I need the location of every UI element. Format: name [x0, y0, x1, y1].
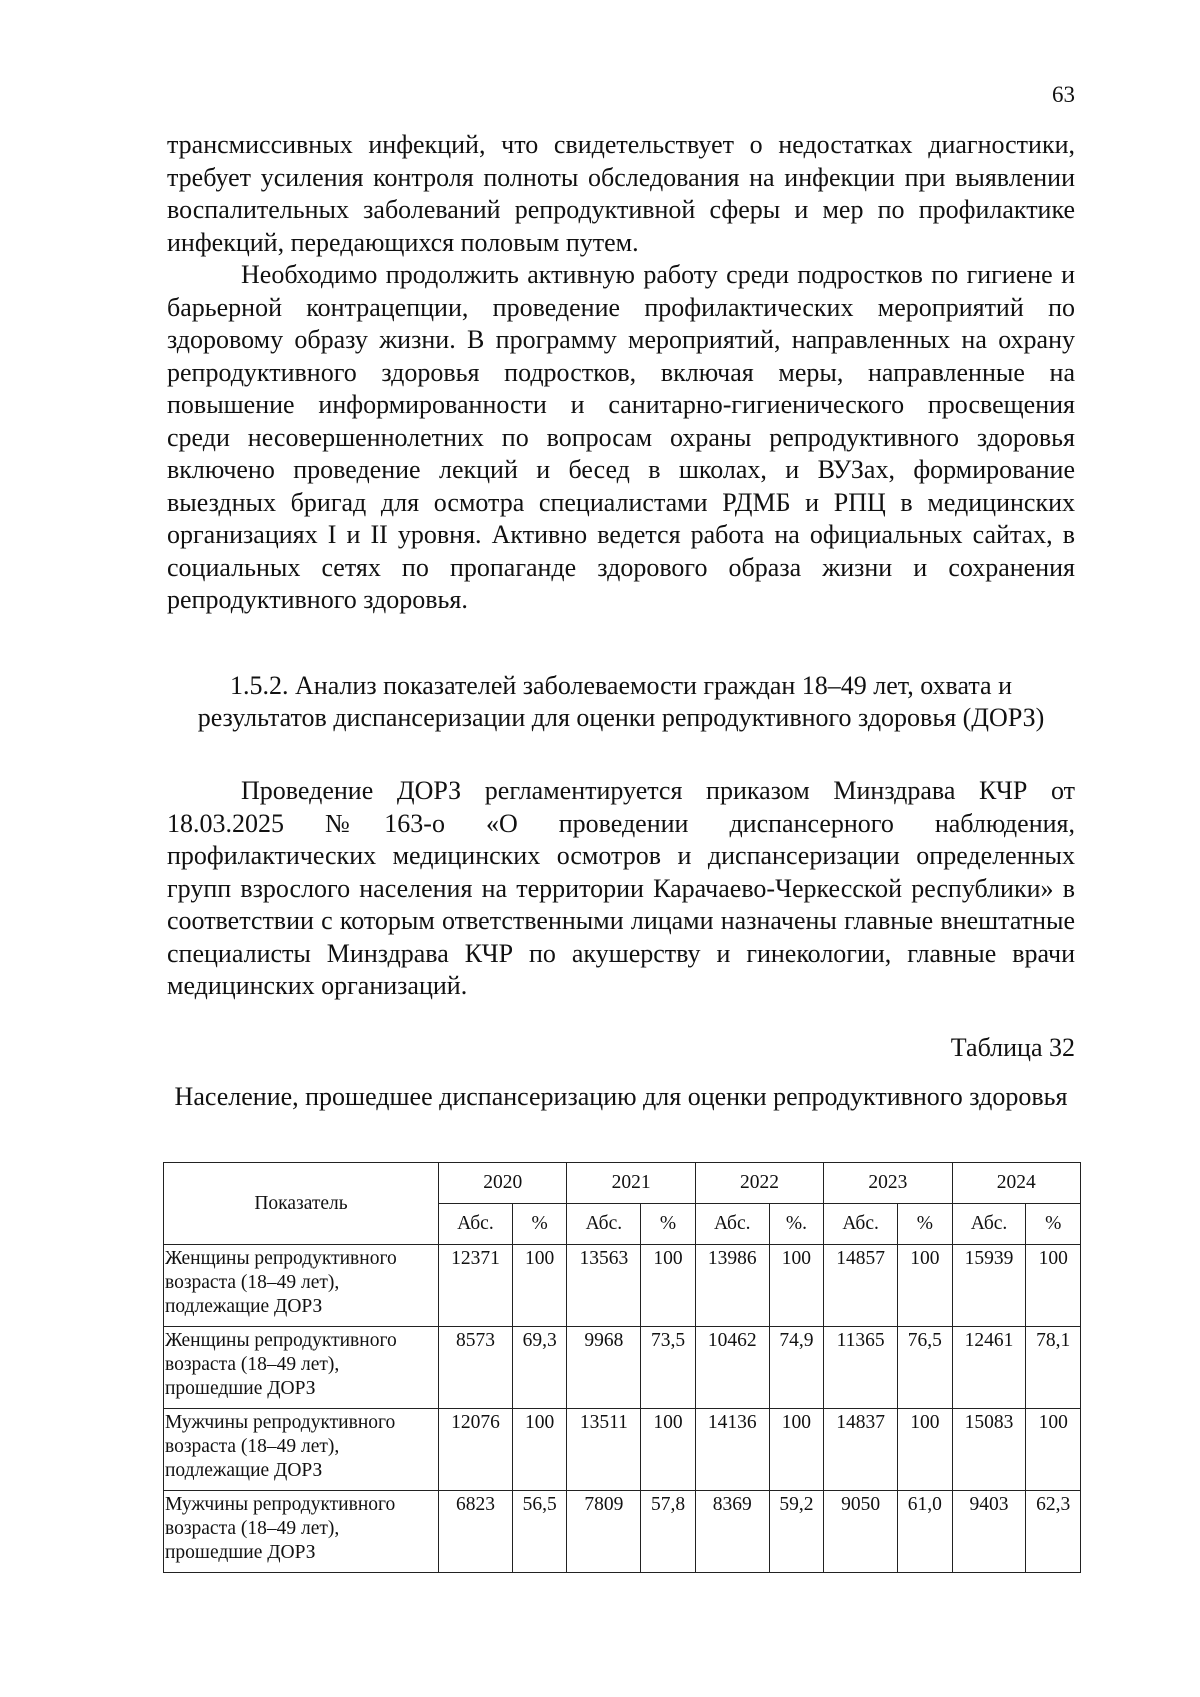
abs-subheader: Абс. — [952, 1204, 1026, 1245]
percent-value-cell: 59,2 — [769, 1491, 824, 1573]
table-body — [164, 1245, 1081, 1573]
percent-subheader: % — [898, 1204, 953, 1245]
abs-value-cell: 9050 — [824, 1491, 898, 1573]
year-header-row — [164, 1163, 1081, 1204]
percent-value-cell: 100 — [512, 1245, 567, 1327]
row-label: Женщины репродуктивного возраста (18–49 лет), подлежащие ДОРЗ — [164, 1245, 439, 1327]
abs-value-cell: 14136 — [695, 1409, 769, 1491]
row-label: Мужчины репродуктивного возраста (18–49 лет), подлежащие ДОРЗ — [164, 1409, 439, 1491]
year-header: 2020 — [439, 1163, 567, 1204]
abs-value-cell: 15939 — [952, 1245, 1026, 1327]
abs-value-cell: 13563 — [567, 1245, 641, 1327]
abs-value-cell: 12461 — [952, 1327, 1026, 1409]
abs-value-cell: 8369 — [695, 1491, 769, 1573]
table-row — [164, 1409, 1081, 1491]
abs-subheader: Абс. — [695, 1204, 769, 1245]
abs-value-cell: 8573 — [439, 1327, 513, 1409]
table-title: Население, прошедшее диспансеризацию для оценки репродуктивного здоровья — [174, 1082, 1068, 1111]
dispensary-table — [163, 1162, 1081, 1573]
abs-value-cell: 6823 — [439, 1491, 513, 1573]
percent-value-cell: 62,3 — [1026, 1491, 1081, 1573]
abs-subheader: Абс. — [824, 1204, 898, 1245]
paragraph-3: Проведение ДОРЗ регламентируется приказом Минздрава КЧР от 18.03.2025 №163-о «О проведении диспансерного наблюдения, профилактических медицинских осмотров и диспансеризации определенных групп взрослого населения на территории Карачаево-Черкесской республики» в соответствии с которым ответственными лицами назначены главные внештатные специалисты Минздрава КЧР по акушерству и гинекологии, главные врачи медицинских организаций. — [167, 776, 1075, 1000]
abs-value-cell: 12076 — [439, 1409, 513, 1491]
table-row — [164, 1491, 1081, 1573]
abs-subheader: Абс. — [439, 1204, 513, 1245]
regulation-text — [167, 775, 1075, 1003]
percent-value-cell: 100 — [898, 1245, 953, 1327]
percent-value-cell: 74,9 — [769, 1327, 824, 1409]
abs-value-cell: 13511 — [567, 1409, 641, 1491]
indicator-header: Показатель — [164, 1163, 439, 1245]
abs-value-cell: 10462 — [695, 1327, 769, 1409]
percent-value-cell: 100 — [512, 1409, 567, 1491]
table-row — [164, 1327, 1081, 1409]
year-header: 2021 — [567, 1163, 695, 1204]
percent-value-cell: 76,5 — [898, 1327, 953, 1409]
page-number: 63 — [1052, 82, 1075, 107]
paragraph-1: трансмиссивных инфекций, что свидетельствует о недостатках диагностики, требует усиления контроля полноты обследования на инфекции при выявлении воспалительных заболеваний репродуктивной сферы и мер по профилактике инфекций, передающихся половым путем. — [167, 130, 1075, 257]
percent-value-cell: 78,1 — [1026, 1327, 1081, 1409]
abs-value-cell: 15083 — [952, 1409, 1026, 1491]
abs-value-cell: 11365 — [824, 1327, 898, 1409]
percent-subheader: % — [512, 1204, 567, 1245]
intro-text — [167, 129, 1075, 617]
abs-value-cell: 14857 — [824, 1245, 898, 1327]
abs-subheader: Абс. — [567, 1204, 641, 1245]
abs-value-cell: 7809 — [567, 1491, 641, 1573]
year-header: 2023 — [824, 1163, 952, 1204]
year-header: 2022 — [695, 1163, 823, 1204]
year-header: 2024 — [952, 1163, 1080, 1204]
paragraph-2: Необходимо продолжить активную работу среди подростков по гигиене и барьерной контрацепции, проведение профилактических мероприятий по здоровому образу жизни. В программу мероприятий, направленных на охрану репродуктивного здоровья подростков, включая меры, направленные на повышение информированности и санитарно-гигиенического просвещения среди несовершеннолетних по вопросам охраны репродуктивного здоровья включено проведение лекций и бесед в школах, и ВУЗах, формирование выездных бригад для осмотра специалистами РДМБ и РПЦ в медицинских организациях I и II уровня. Активно ведется работа на официальных сайтах, в социальных сетях по пропаганде здорового образа жизни и сохранения репродуктивного здоровья. — [167, 260, 1075, 614]
percent-value-cell: 61,0 — [898, 1491, 953, 1573]
percent-value-cell: 73,5 — [641, 1327, 696, 1409]
abs-value-cell: 13986 — [695, 1245, 769, 1327]
percent-value-cell: 100 — [769, 1245, 824, 1327]
percent-value-cell: 100 — [769, 1409, 824, 1491]
percent-value-cell: 100 — [641, 1409, 696, 1491]
percent-subheader: %. — [769, 1204, 824, 1245]
table-row — [164, 1245, 1081, 1327]
percent-value-cell: 57,8 — [641, 1491, 696, 1573]
percent-subheader: % — [641, 1204, 696, 1245]
percent-value-cell: 100 — [1026, 1409, 1081, 1491]
abs-value-cell: 9968 — [567, 1327, 641, 1409]
abs-value-cell: 9403 — [952, 1491, 1026, 1573]
abs-value-cell: 12371 — [439, 1245, 513, 1327]
row-label: Мужчины репродуктивного возраста (18–49 лет), прошедшие ДОРЗ — [164, 1491, 439, 1573]
percent-value-cell: 69,3 — [512, 1327, 567, 1409]
percent-value-cell: 56,5 — [512, 1491, 567, 1573]
section-heading: 1.5.2. Анализ показателей заболеваемости граждан 18–49 лет, охвата и результатов диспансеризации для оценки репродуктивного здоровья (ДОРЗ) — [197, 671, 1045, 732]
percent-subheader: % — [1026, 1204, 1081, 1245]
percent-value-cell: 100 — [1026, 1245, 1081, 1327]
table-label: Таблица 32 — [950, 1033, 1075, 1062]
row-label: Женщины репродуктивного возраста (18–49 лет), прошедшие ДОРЗ — [164, 1327, 439, 1409]
percent-value-cell: 100 — [898, 1409, 953, 1491]
abs-value-cell: 14837 — [824, 1409, 898, 1491]
percent-value-cell: 100 — [641, 1245, 696, 1327]
